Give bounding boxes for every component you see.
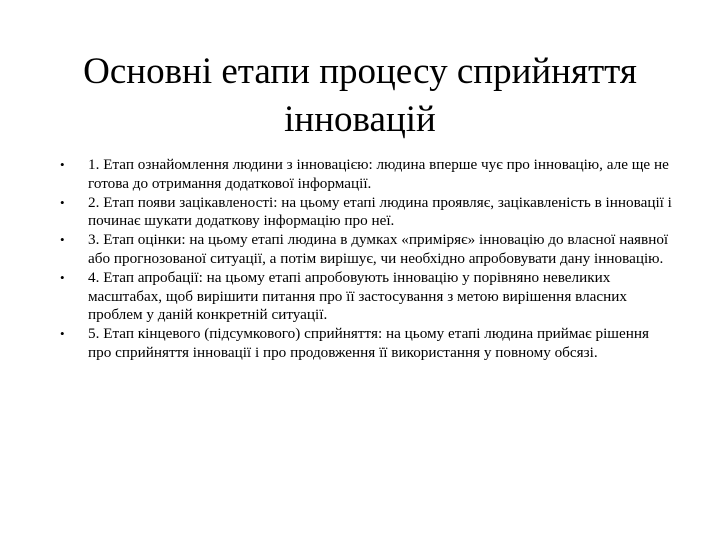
bullet-dot-icon: • <box>60 194 65 210</box>
bullet-text: 3. Етап оцінки: на цьому етапі людина в думках «приміряє» інновацію до власної наявної або прогнозованої ситуації, а потім вирішує, чи необхідно апробовувати дану інновацію. <box>88 231 669 267</box>
bullet-text: 1. Етап ознайомлення людини з інновацією: людина вперше чує про інновацію, але ще не готова до отримання додаткової інформації. <box>88 156 669 192</box>
bullet-text: 5. Етап кінцевого (підсумкового) сприйняття: на цьому етапі людина приймає рішення про сприйняття інновації і про продовження її використання у повному обсязі. <box>88 325 649 361</box>
slide-title-line-1: Основні етапи процесу сприйняття <box>83 51 637 92</box>
bullet-text: 4. Етап апробації: на цьому етапі апробовують інновацію у порівняно невеликих масштабах, щоб вирішити питання про її застосування з метою вирішення власних проблем у даній конкретній ситуації. <box>88 268 627 324</box>
slide-title-line-2: інновацій <box>284 99 436 140</box>
slide-title <box>40 48 680 144</box>
bullet-dot-icon: • <box>60 269 65 285</box>
bullet-dot-icon: • <box>60 157 65 172</box>
bullet-item-3 <box>60 231 675 269</box>
bullet-list <box>60 156 675 363</box>
bullet-item-2 <box>60 194 675 232</box>
bullet-dot-icon: • <box>60 326 65 342</box>
bullet-item-5 <box>60 325 675 363</box>
bullet-item-1 <box>60 156 675 194</box>
bullet-text: 2. Етап появи зацікавленості: на цьому етапі людина проявляє, зацікавленість в інновації і починає шукати додаткову інформацію про неї. <box>88 193 672 230</box>
bullet-dot-icon: • <box>60 232 65 248</box>
bullet-item-4 <box>60 269 675 325</box>
